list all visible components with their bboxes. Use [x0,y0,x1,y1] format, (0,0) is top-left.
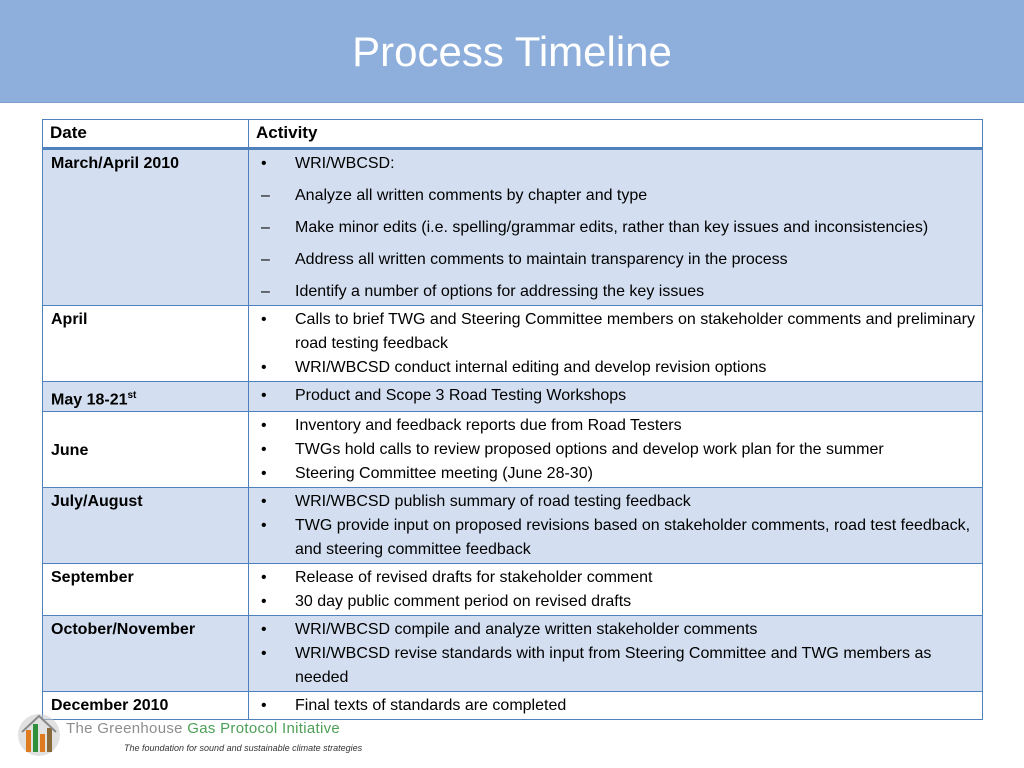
date-superscript: st [127,390,137,401]
dash-marker: – [261,251,270,268]
bullet-marker: • [261,359,267,376]
table-row [43,382,983,412]
row-date: September [43,564,249,616]
list-item: • Calls to brief TWG and Steering Committee members on stakeholder comments and preliminary road testing feedback [257,308,976,356]
list-item: • WRI/WBCSD compile and analyze written stakeholder comments [257,618,976,642]
timeline-table [42,119,983,720]
row-activity [249,382,983,412]
bullet-marker: • [261,417,267,435]
dash-marker: – [261,283,270,300]
bullet-marker: • [261,645,267,663]
list-item: – Analyze all written comments by chapter and type [257,184,976,208]
row-date: July/August [43,488,249,564]
table-row [43,412,983,488]
dash-marker: – [261,187,270,204]
table-row [43,149,983,306]
bullet-marker: • [261,155,267,172]
slide-title: Process Timeline [352,28,672,75]
row-activity [249,564,983,616]
list-item: • Product and Scope 3 Road Testing Workshops [257,384,976,408]
bullet-marker: • [261,441,267,459]
row-activity [249,488,983,564]
list-item: • WRI/WBCSD revise standards with input from Steering Committee and TWG members as needed [257,642,976,690]
header-activity: Activity [249,120,983,149]
bullet-marker: • [261,387,267,404]
row-activity [249,306,983,382]
dash-marker: – [261,219,270,236]
bullet-marker: • [261,697,267,715]
bullet-marker: • [261,569,267,587]
list-item: • Inventory and feedback reports due from Road Testers [257,414,976,438]
bullet-marker: • [261,621,267,639]
table-row [43,488,983,564]
list-item: • 30 day public comment period on revised drafts [257,590,976,614]
table-row [43,616,983,692]
row-date: March/April 2010 [43,149,249,306]
header-date: Date [43,120,249,149]
row-date: June [43,412,249,488]
bullet-marker: • [261,311,267,328]
list-item: • WRI/WBCSD: [257,152,976,176]
list-item: • TWG provide input on proposed revisions based on stakeholder comments, road test feedback, and steering committee feedback [257,514,976,562]
list-item: – Make minor edits (i.e. spelling/grammar edits, rather than key issues and inconsistencies) [257,216,976,240]
list-item: • TWGs hold calls to review proposed options and develop work plan for the summer [257,438,976,462]
logo-name: The Greenhouse Gas Protocol Initiative [66,720,341,737]
row-date: October/November [43,616,249,692]
bullet-marker: • [261,493,267,511]
bullet-marker: • [261,465,267,483]
table-row [43,564,983,616]
list-item: – Identify a number of options for addressing the key issues [257,280,976,304]
list-item: • WRI/WBCSD publish summary of road testing feedback [257,490,976,514]
row-date: April [43,306,249,382]
list-item: • WRI/WBCSD conduct internal editing and develop revision options [257,356,976,380]
row-date: May 18-21st [43,382,249,412]
row-date: December 2010 [43,692,249,720]
list-item: – Address all written comments to maintain transparency in the process [257,248,976,272]
bullet-marker: • [261,517,267,535]
row-activity [249,412,983,488]
bullet-marker: • [261,593,267,611]
list-item: • Steering Committee meeting (June 28-30) [257,462,976,486]
title-bar [0,0,1024,103]
greenhouse-logo-icon [16,710,62,758]
row-activity [249,149,983,306]
row-activity [249,616,983,692]
logo-tagline: The foundation for sound and sustainable climate strategies [124,743,363,753]
ghg-protocol-logo [16,710,376,760]
table-row [43,306,983,382]
list-item: • Release of revised drafts for stakeholder comment [257,566,976,590]
table-header-row [43,120,983,149]
list-item: • Final texts of standards are completed [257,694,976,718]
